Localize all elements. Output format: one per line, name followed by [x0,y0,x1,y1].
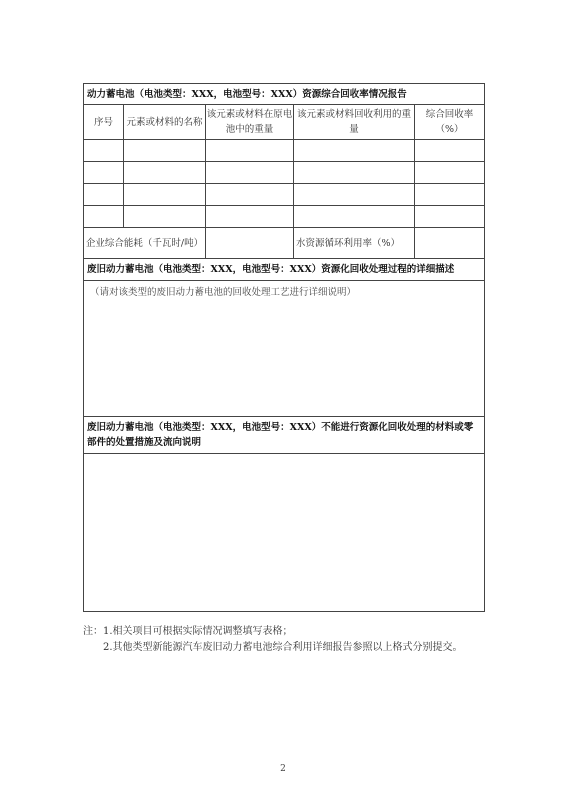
table-cell[interactable] [84,162,124,184]
energy-consumption-label: 企业综合能耗（千瓦时/吨） [84,228,206,259]
section3-title: 废旧动力蓄电池（电池类型：XXX，电池型号：XXX）不能进行资源化回收处理的材料或零部件的处置措施及流向说明 [84,417,485,454]
table-cell[interactable] [206,184,294,206]
table-row [84,184,485,206]
process-description-field[interactable] [84,281,485,417]
energy-consumption-value[interactable] [206,228,294,259]
table-cell[interactable] [124,140,206,162]
note-line-1: 注：1.相关项目可根据实际情况调整填写表格； [83,626,293,637]
table-cell[interactable] [294,184,415,206]
header-original-weight: 该元素或材料在原电池中的重量 [206,105,294,140]
table-row [84,162,485,184]
table-cell[interactable] [84,184,124,206]
section2-title: 废旧动力蓄电池（电池类型：XXX，电池型号：XXX）资源化回收处理过程的详细描述 [84,259,485,281]
table-cell[interactable] [84,140,124,162]
table-cell[interactable] [415,184,485,206]
disposal-description-field[interactable] [84,454,485,612]
table-cell[interactable] [206,162,294,184]
table-cell[interactable] [415,162,485,184]
water-recycling-label: 水资源循环利用率（%） [294,228,415,259]
water-recycling-value[interactable] [415,228,485,259]
header-material-name: 元素或材料的名称 [124,105,206,140]
table-row [84,140,485,162]
table-cell[interactable] [294,206,415,228]
table-cell[interactable] [206,140,294,162]
table-cell[interactable] [124,206,206,228]
table-cell[interactable] [206,206,294,228]
header-recovery-rate: 综合回收率（%） [415,105,485,140]
table-cell[interactable] [415,206,485,228]
process-description-placeholder: （请对该类型的废旧动力蓄电池的回收处理工艺进行详细说明） [90,287,357,298]
table-cell[interactable] [415,140,485,162]
section1-title: 动力蓄电池（电池类型：XXX，电池型号：XXX）资源综合回收率情况报告 [84,84,485,105]
table-cell[interactable] [124,184,206,206]
page-number: 2 [280,764,286,774]
table-cell[interactable] [84,206,124,228]
header-recycled-weight: 该元素或材料回收利用的重量 [294,105,415,140]
table-row [84,206,485,228]
report-table [83,83,485,612]
table-cell[interactable] [294,140,415,162]
header-serial-number: 序号 [84,105,124,140]
table-cell[interactable] [124,162,206,184]
notes [83,624,488,656]
table-cell[interactable] [294,162,415,184]
note-line-2: 2.其他类型新能源汽车废旧动力蓄电池综合利用详细报告参照以上格式分别提交。 [103,642,463,653]
